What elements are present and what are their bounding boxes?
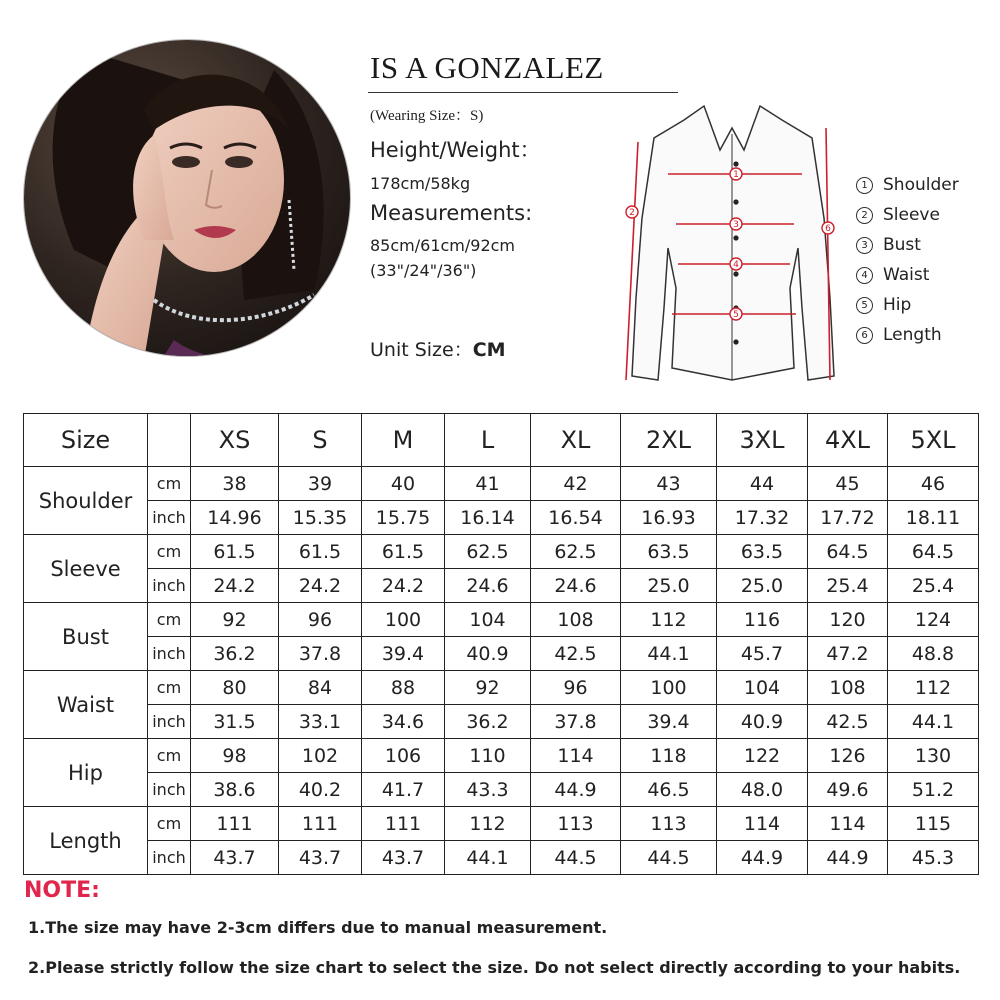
measure-name-cell: Length bbox=[24, 807, 148, 875]
value-cell: 25.0 bbox=[621, 569, 717, 603]
value-cell: 34.6 bbox=[362, 705, 445, 739]
diagram-marker-5: 5 bbox=[733, 310, 739, 320]
wearing-size: (Wearing Size：S) bbox=[370, 108, 484, 124]
value-cell: 48.8 bbox=[888, 637, 979, 671]
value-cell: 15.75 bbox=[362, 501, 445, 535]
value-cell: 44 bbox=[717, 467, 808, 501]
value-cell: 48.0 bbox=[717, 773, 808, 807]
value-cell: 36.2 bbox=[445, 705, 531, 739]
note-2: 2.Please strictly follow the size chart to select the size. Do not select directly according to your habits. bbox=[28, 958, 961, 977]
value-cell: 36.2 bbox=[191, 637, 279, 671]
diagram-marker-6: 6 bbox=[825, 224, 831, 234]
value-cell: 40.9 bbox=[445, 637, 531, 671]
value-cell: 44.5 bbox=[531, 841, 621, 875]
value-cell: 118 bbox=[621, 739, 717, 773]
value-cell: 44.1 bbox=[445, 841, 531, 875]
value-cell: 39 bbox=[279, 467, 362, 501]
unit-cell: cm bbox=[148, 807, 191, 841]
table-row bbox=[24, 501, 979, 535]
table-row bbox=[24, 535, 979, 569]
value-cell: 16.54 bbox=[531, 501, 621, 535]
legend-label: Waist bbox=[883, 265, 930, 285]
value-cell: 115 bbox=[888, 807, 979, 841]
value-cell: 46 bbox=[888, 467, 979, 501]
value-cell: 25.4 bbox=[808, 569, 888, 603]
unit-cell: inch bbox=[148, 637, 191, 671]
value-cell: 108 bbox=[531, 603, 621, 637]
unit-size bbox=[370, 335, 506, 362]
value-cell: 92 bbox=[445, 671, 531, 705]
header-cell: Size bbox=[24, 414, 148, 467]
value-cell: 45.3 bbox=[888, 841, 979, 875]
legend-number: 3 bbox=[856, 237, 873, 254]
value-cell: 41 bbox=[445, 467, 531, 501]
legend-number: 1 bbox=[856, 177, 873, 194]
value-cell: 37.8 bbox=[279, 637, 362, 671]
brand-title: IS A GONZALEZ bbox=[370, 50, 604, 85]
value-cell: 16.93 bbox=[621, 501, 717, 535]
value-cell: 40.2 bbox=[279, 773, 362, 807]
value-cell: 43 bbox=[621, 467, 717, 501]
unit-cell: inch bbox=[148, 773, 191, 807]
legend-item bbox=[856, 320, 959, 350]
legend-label: Length bbox=[883, 325, 942, 345]
legend-item bbox=[856, 200, 959, 230]
value-cell: 46.5 bbox=[621, 773, 717, 807]
value-cell: 80 bbox=[191, 671, 279, 705]
value-cell: 25.0 bbox=[717, 569, 808, 603]
diagram-marker-4: 4 bbox=[733, 260, 739, 270]
unit-cell: cm bbox=[148, 671, 191, 705]
value-cell: 61.5 bbox=[362, 535, 445, 569]
table-row bbox=[24, 841, 979, 875]
value-cell: 88 bbox=[362, 671, 445, 705]
header-cell: S bbox=[279, 414, 362, 467]
legend-number: 6 bbox=[856, 327, 873, 344]
unit-cell: cm bbox=[148, 739, 191, 773]
unit-cell: cm bbox=[148, 535, 191, 569]
header-cell: XL bbox=[531, 414, 621, 467]
value-cell: 111 bbox=[279, 807, 362, 841]
measurements-cm: 85cm/61cm/92cm bbox=[370, 236, 516, 255]
header-cell: M bbox=[362, 414, 445, 467]
value-cell: 64.5 bbox=[808, 535, 888, 569]
value-cell: 62.5 bbox=[531, 535, 621, 569]
value-cell: 44.9 bbox=[717, 841, 808, 875]
table-row bbox=[24, 637, 979, 671]
diagram-marker-3: 3 bbox=[733, 220, 739, 230]
value-cell: 37.8 bbox=[531, 705, 621, 739]
value-cell: 24.6 bbox=[531, 569, 621, 603]
value-cell: 104 bbox=[717, 671, 808, 705]
value-cell: 17.72 bbox=[808, 501, 888, 535]
header-cell: 5XL bbox=[888, 414, 979, 467]
header-cell: 4XL bbox=[808, 414, 888, 467]
value-cell: 61.5 bbox=[191, 535, 279, 569]
legend-item bbox=[856, 170, 959, 200]
value-cell: 43.3 bbox=[445, 773, 531, 807]
value-cell: 114 bbox=[717, 807, 808, 841]
value-cell: 96 bbox=[279, 603, 362, 637]
unit-cell: inch bbox=[148, 705, 191, 739]
measurements-label: Measurements: bbox=[370, 201, 533, 225]
legend-label: Hip bbox=[883, 295, 912, 315]
value-cell: 114 bbox=[808, 807, 888, 841]
unit-cell: cm bbox=[148, 467, 191, 501]
value-cell: 100 bbox=[362, 603, 445, 637]
value-cell: 100 bbox=[621, 671, 717, 705]
value-cell: 61.5 bbox=[279, 535, 362, 569]
value-cell: 24.2 bbox=[362, 569, 445, 603]
header-cell bbox=[148, 414, 191, 467]
value-cell: 17.32 bbox=[717, 501, 808, 535]
table-row bbox=[24, 467, 979, 501]
measure-name-cell: Bust bbox=[24, 603, 148, 671]
table-row bbox=[24, 671, 979, 705]
note-title: NOTE: bbox=[24, 878, 100, 903]
value-cell: 92 bbox=[191, 603, 279, 637]
value-cell: 24.2 bbox=[191, 569, 279, 603]
value-cell: 40 bbox=[362, 467, 445, 501]
value-cell: 43.7 bbox=[279, 841, 362, 875]
value-cell: 42.5 bbox=[808, 705, 888, 739]
value-cell: 38 bbox=[191, 467, 279, 501]
table-row bbox=[24, 705, 979, 739]
legend-label: Shoulder bbox=[883, 175, 959, 195]
value-cell: 111 bbox=[191, 807, 279, 841]
measure-name-cell: Hip bbox=[24, 739, 148, 807]
legend-item bbox=[856, 260, 959, 290]
diagram-marker-2: 2 bbox=[629, 208, 635, 218]
value-cell: 120 bbox=[808, 603, 888, 637]
value-cell: 42 bbox=[531, 467, 621, 501]
value-cell: 102 bbox=[279, 739, 362, 773]
value-cell: 24.2 bbox=[279, 569, 362, 603]
height-weight-value: 178cm/58kg bbox=[370, 174, 471, 193]
value-cell: 49.6 bbox=[808, 773, 888, 807]
value-cell: 18.11 bbox=[888, 501, 979, 535]
measure-name-cell: Shoulder bbox=[24, 467, 148, 535]
value-cell: 113 bbox=[621, 807, 717, 841]
value-cell: 113 bbox=[531, 807, 621, 841]
value-cell: 44.1 bbox=[621, 637, 717, 671]
measurements-in: (33"/24"/36") bbox=[370, 261, 477, 280]
value-cell: 84 bbox=[279, 671, 362, 705]
value-cell: 114 bbox=[531, 739, 621, 773]
value-cell: 124 bbox=[888, 603, 979, 637]
value-cell: 126 bbox=[808, 739, 888, 773]
table-row bbox=[24, 739, 979, 773]
table-header-row bbox=[24, 414, 979, 467]
unit-size-value: CM bbox=[472, 339, 506, 361]
value-cell: 96 bbox=[531, 671, 621, 705]
value-cell: 63.5 bbox=[621, 535, 717, 569]
value-cell: 110 bbox=[445, 739, 531, 773]
value-cell: 43.7 bbox=[362, 841, 445, 875]
value-cell: 64.5 bbox=[888, 535, 979, 569]
value-cell: 45.7 bbox=[717, 637, 808, 671]
value-cell: 40.9 bbox=[717, 705, 808, 739]
unit-cell: inch bbox=[148, 569, 191, 603]
value-cell: 106 bbox=[362, 739, 445, 773]
value-cell: 44.9 bbox=[808, 841, 888, 875]
height-weight-label: Height/Weight： bbox=[370, 138, 541, 162]
unit-cell: inch bbox=[148, 501, 191, 535]
value-cell: 112 bbox=[888, 671, 979, 705]
value-cell: 44.9 bbox=[531, 773, 621, 807]
value-cell: 31.5 bbox=[191, 705, 279, 739]
value-cell: 33.1 bbox=[279, 705, 362, 739]
legend-number: 4 bbox=[856, 267, 873, 284]
value-cell: 51.2 bbox=[888, 773, 979, 807]
value-cell: 38.6 bbox=[191, 773, 279, 807]
value-cell: 16.14 bbox=[445, 501, 531, 535]
value-cell: 44.5 bbox=[621, 841, 717, 875]
model-photo bbox=[24, 40, 350, 356]
value-cell: 41.7 bbox=[362, 773, 445, 807]
value-cell: 112 bbox=[621, 603, 717, 637]
value-cell: 130 bbox=[888, 739, 979, 773]
table-row bbox=[24, 773, 979, 807]
legend-number: 2 bbox=[856, 207, 873, 224]
value-cell: 44.1 bbox=[888, 705, 979, 739]
value-cell: 112 bbox=[445, 807, 531, 841]
value-cell: 98 bbox=[191, 739, 279, 773]
table-row bbox=[24, 807, 979, 841]
value-cell: 122 bbox=[717, 739, 808, 773]
header-cell: 2XL bbox=[621, 414, 717, 467]
measure-name-cell: Sleeve bbox=[24, 535, 148, 603]
value-cell: 43.7 bbox=[191, 841, 279, 875]
value-cell: 62.5 bbox=[445, 535, 531, 569]
value-cell: 24.6 bbox=[445, 569, 531, 603]
legend-number: 5 bbox=[856, 297, 873, 314]
value-cell: 108 bbox=[808, 671, 888, 705]
note-1: 1.The size may have 2-3cm differs due to manual measurement. bbox=[28, 918, 608, 937]
diagram-marker-1: 1 bbox=[733, 170, 739, 180]
measure-name-cell: Waist bbox=[24, 671, 148, 739]
header-cell: 3XL bbox=[717, 414, 808, 467]
shirt-diagram bbox=[612, 98, 852, 390]
value-cell: 63.5 bbox=[717, 535, 808, 569]
unit-cell: inch bbox=[148, 841, 191, 875]
value-cell: 111 bbox=[362, 807, 445, 841]
legend-label: Sleeve bbox=[883, 205, 940, 225]
measurement-legend bbox=[856, 170, 959, 350]
unit-cell: cm bbox=[148, 603, 191, 637]
table-row bbox=[24, 603, 979, 637]
value-cell: 39.4 bbox=[621, 705, 717, 739]
value-cell: 15.35 bbox=[279, 501, 362, 535]
value-cell: 42.5 bbox=[531, 637, 621, 671]
value-cell: 45 bbox=[808, 467, 888, 501]
value-cell: 39.4 bbox=[362, 637, 445, 671]
table-row bbox=[24, 569, 979, 603]
header-cell: XS bbox=[191, 414, 279, 467]
header-cell: L bbox=[445, 414, 531, 467]
unit-size-label: Unit Size： bbox=[370, 339, 473, 361]
value-cell: 116 bbox=[717, 603, 808, 637]
value-cell: 47.2 bbox=[808, 637, 888, 671]
legend-item bbox=[856, 230, 959, 260]
size-chart-table bbox=[23, 413, 979, 875]
value-cell: 104 bbox=[445, 603, 531, 637]
legend-item bbox=[856, 290, 959, 320]
brand-underline bbox=[368, 92, 678, 93]
value-cell: 14.96 bbox=[191, 501, 279, 535]
table-body bbox=[24, 467, 979, 875]
value-cell: 25.4 bbox=[888, 569, 979, 603]
legend-label: Bust bbox=[883, 235, 921, 255]
